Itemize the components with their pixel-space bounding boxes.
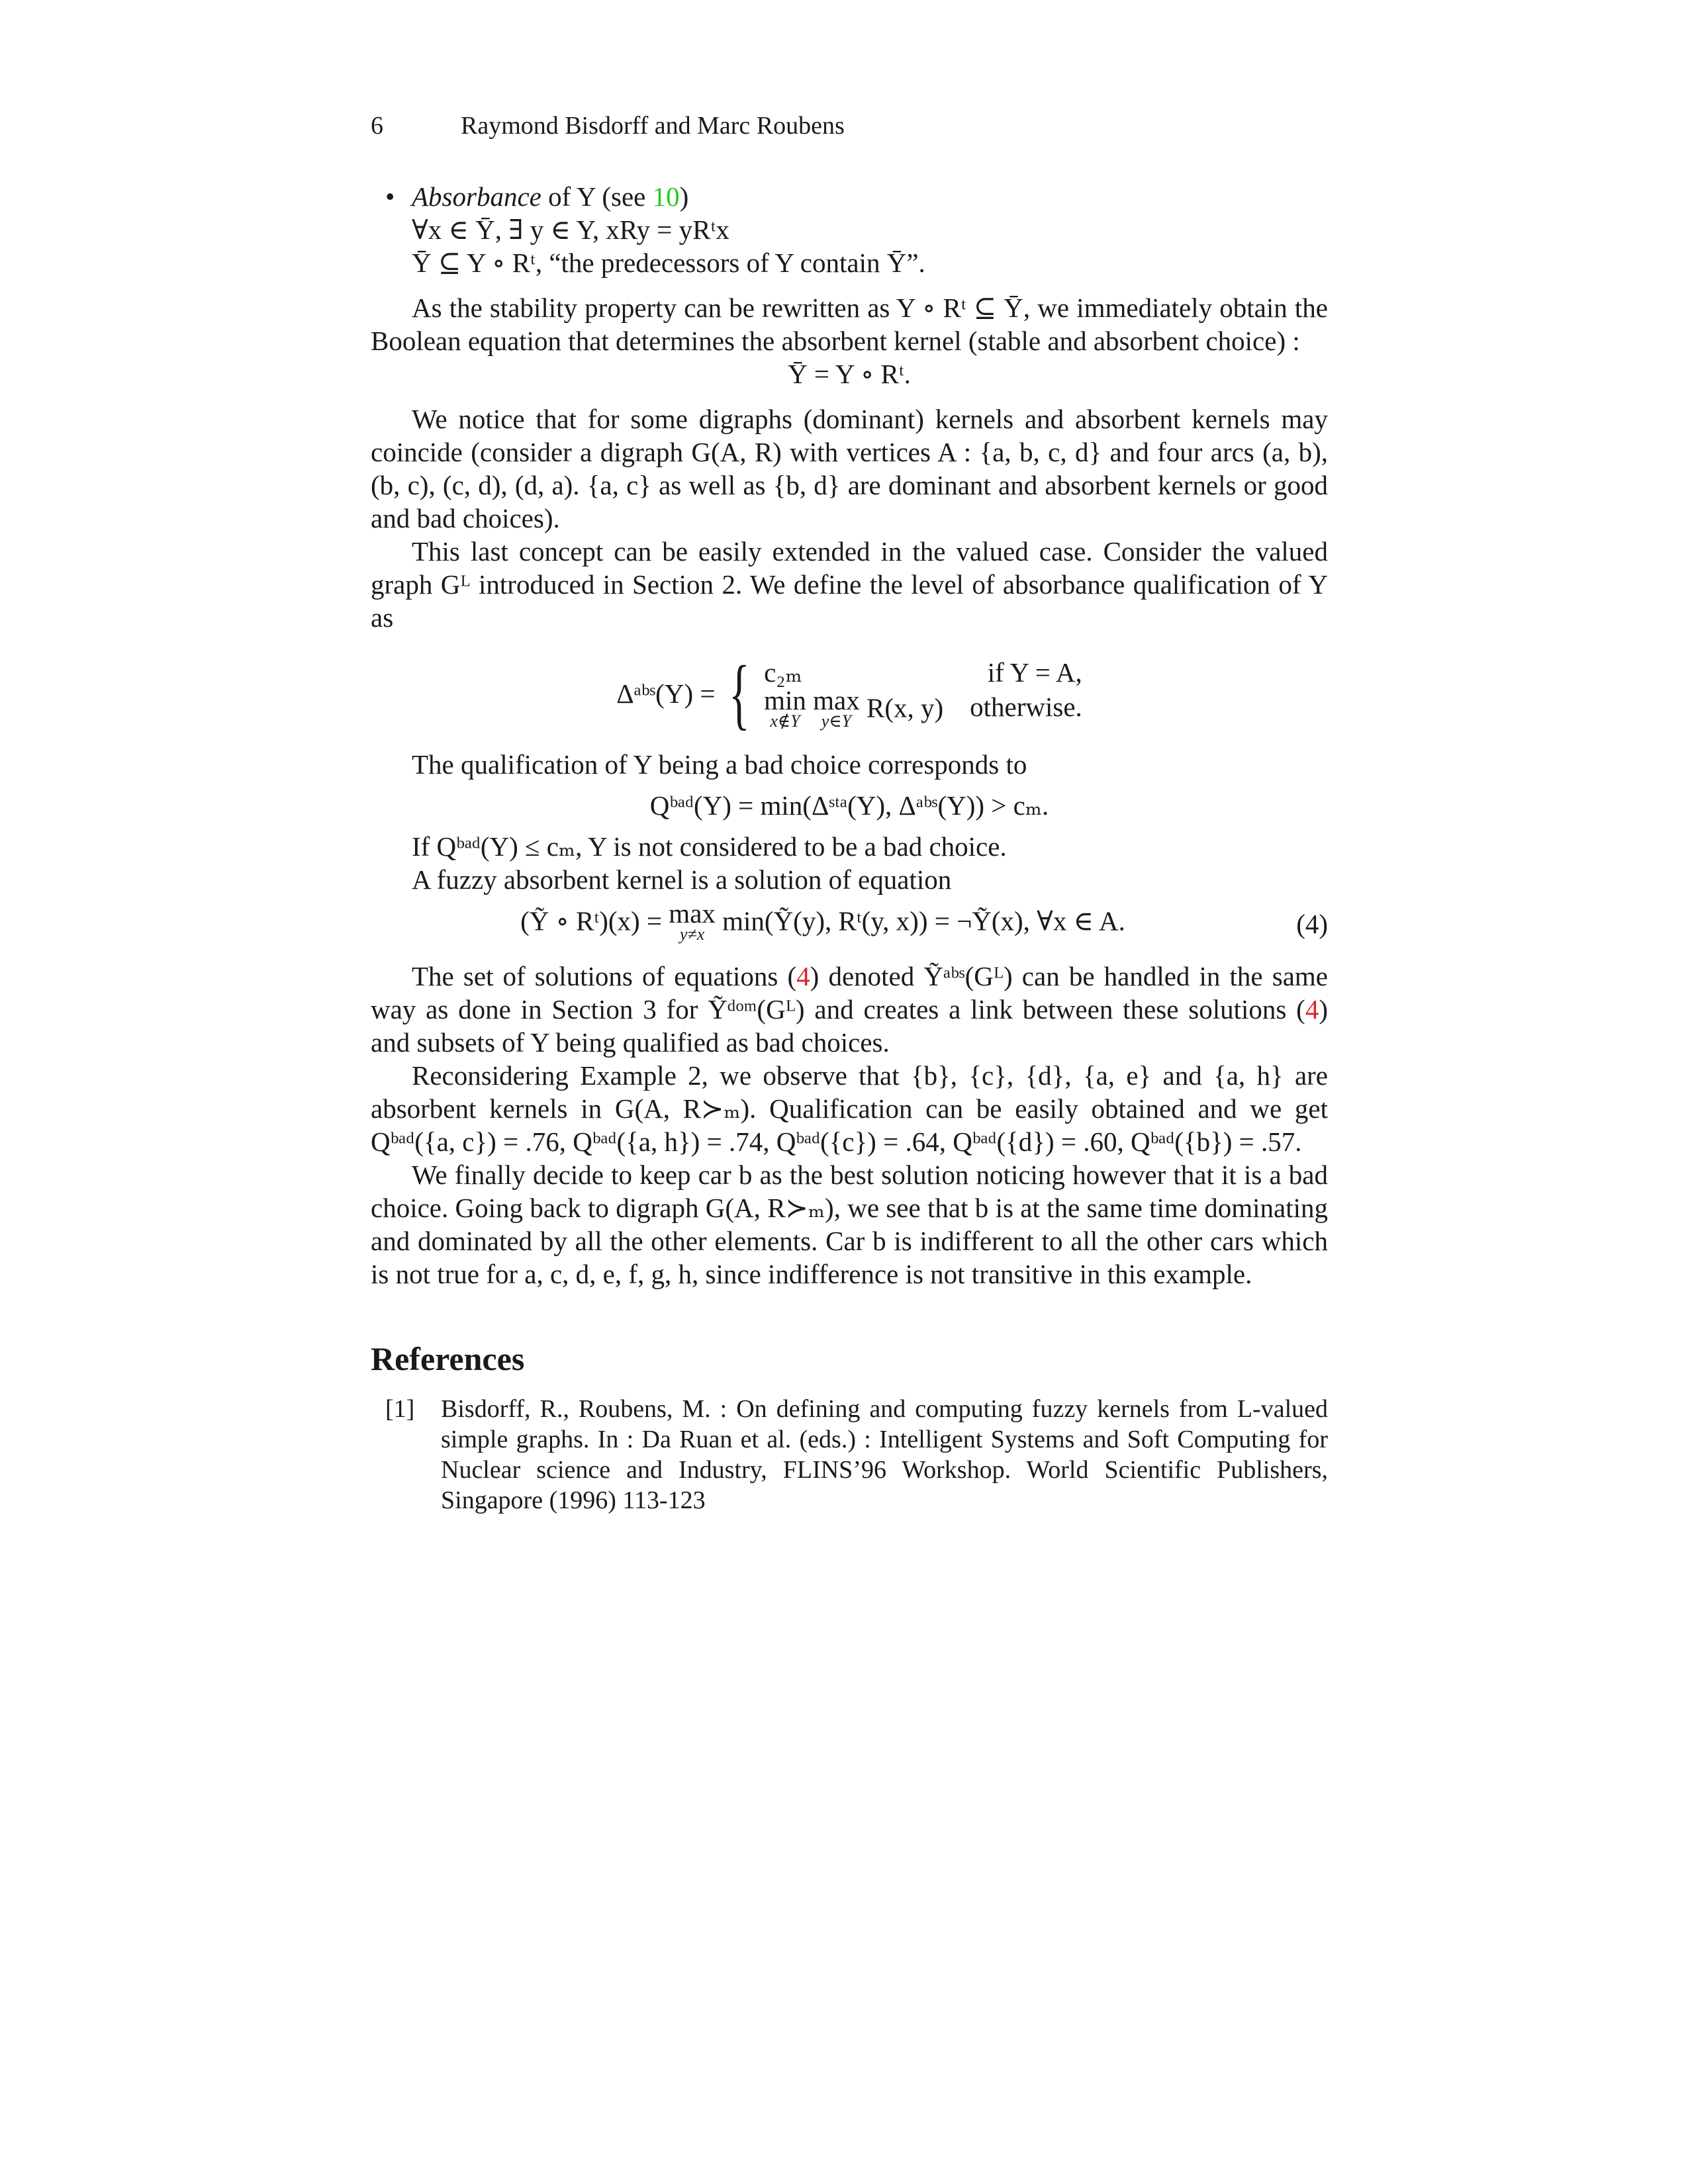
equation-link-4[interactable]: 4 (796, 961, 810, 991)
equation-absorbance-level: Δᵃᵇˢ(Y) = { c₂ₘ if Y = A, min x∉Y max y∈Y R(x, y) otherwise. (616, 649, 1082, 737)
bullet-line-1: Absorbance of Y (see 10) (412, 181, 689, 212)
equation-4: (Ỹ ∘ Rᵗ)(x) = max y≠x min(Ỹ(y), Rᵗ(y, x)) = ¬Ỹ(x), ∀x ∈ A. (4) (520, 898, 1328, 944)
page-body (371, 180, 1328, 1516)
absorbance-term: Absorbance (412, 181, 541, 212)
header-authors: Raymond Bisdorff and Marc Roubens (461, 112, 845, 140)
paragraph-conclusion: We finally decide to keep car b as the best solution noticing however that it is a bad choice. Going back to digraph G(A, R≻ₘ), we see that b is at the same time dominating and dominated by all the other elements. Car b is indifferent to all the other cars which is not true for a, c, d, e, f, g, h, since indifference is not transitive in this example. (371, 1160, 1328, 1289)
paragraph-solutions: The set of solutions of equations (4) denoted Ỹᵃᵇˢ(Gᴸ) can be handled in the same way as done in Section 3 for Ỹᵈᵒᵐ(Gᴸ) and creates a link between these solutions (4) and subsets of Y being qualified as bad choices. (371, 961, 1328, 1058)
absorbance-bullet (371, 180, 1328, 279)
paragraph-digraphs: We notice that for some digraphs (dominant) kernels and absorbent kernels may coincide (consider a digraph G(A, R) with vertices A : {a, b, c, d} and four arcs (a, b), (b, c), (c, d), (d, a). {a, c} as well as {b, d} are dominant and absorbent kernels or good and bad choices). (371, 404, 1328, 533)
paragraph-fuzzy-kernel: A fuzzy absorbent kernel is a solution of equation (412, 864, 952, 895)
equation-link-4b[interactable]: 4 (1305, 994, 1319, 1024)
bullet-line-3: Ȳ ⊆ Y ∘ Rᵗ, “the predecessors of Y contain Ȳ”. (412, 248, 925, 278)
eq2-lhs: Δᵃᵇˢ(Y) = (616, 678, 716, 709)
case1-condition: if Y = A, (987, 657, 1082, 688)
bullet-line-2: ∀x ∈ Ȳ, ∃ y ∈ Y, xRy = yRᵗx (412, 214, 729, 245)
equation-number: (4) (1296, 909, 1328, 939)
bullet-dot: • (385, 181, 395, 212)
page-number: 6 (371, 112, 383, 140)
case2-condition: otherwise. (970, 692, 1082, 722)
paragraph-not-bad: If Qᵇᵃᵈ(Y) ≤ cₘ, Y is not considered to be a bad choice. (412, 831, 1007, 862)
paragraph-bad-choice: The qualification of Y being a bad choice corresponds to (412, 749, 1027, 780)
left-brace: { (729, 649, 751, 737)
running-header (371, 111, 845, 140)
reference-item (371, 1394, 1328, 1516)
paragraph-stability: As the stability property can be rewritten as Y ∘ Rᵗ ⊆ Ȳ, we immediately obtain the Boolean equation that determines the absorbent kernel (stable and absorbent choice) : (371, 293, 1328, 356)
paragraph-example-2: Reconsidering Example 2, we observe that {b}, {c}, {d}, {a, e} and {a, h} are absorbent kernels in G(A, R≻ₘ). Qualification can be easily obtained and we get Qᵇᵃᵈ({a, c}) = .76, Qᵇᵃᵈ({a, h}) = .74, Qᵇᵃᵈ({c}) = .64, Qᵇᵃᵈ({d}) = .60, Qᵇᵃᵈ({b}) = .57. (371, 1060, 1328, 1157)
case2-expression: R(x, y) (866, 692, 944, 723)
equation-q-bad: Qᵇᵃᵈ(Y) = min(Δˢᵗᵃ(Y), Δᵃᵇˢ(Y)) > cₘ. (649, 790, 1049, 821)
case1-value: c₂ₘ (764, 657, 802, 688)
equation-absorbent-kernel: Ȳ = Y ∘ Rᵗ. (788, 359, 911, 389)
paragraph-valued-case: This last concept can be easily extended in the valued case. Consider the valued graph Gᴸ introduced in Section 2. We define the level of absorbance qualification of Y as (371, 536, 1328, 633)
bullet-content (412, 180, 925, 279)
reference-number: [1] (385, 1395, 415, 1423)
citation-link-10[interactable]: 10 (652, 181, 680, 212)
references-heading: References (371, 1340, 525, 1377)
reference-text: Bisdorff, R., Roubens, M. : On defining and computing fuzzy kernels from L-valued simple graphs. In : Da Ruan et al. (eds.) : Intelligent Systems and Soft Computing for Nuclear science and Industry, FLINS’96 Workshop. World Scientific Publishers, Singapore (1996) 113-123 (441, 1395, 1328, 1514)
